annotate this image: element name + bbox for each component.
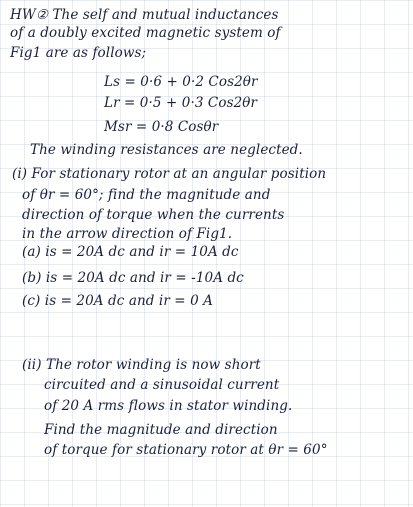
problem-text-line: The winding resistances are neglected. — [30, 142, 303, 158]
part-i-line: of θr = 60°; find the magnitude and — [22, 187, 271, 203]
problem-heading: HW② The self and mutual inductances — [10, 7, 279, 23]
part-i-line: (i) For stationary rotor at an angular position — [12, 166, 327, 182]
problem-text-line: Fig1 are as follows; — [10, 45, 147, 61]
case-c-line: (c) is = 20A dc and ir = 0 A — [22, 293, 214, 309]
case-b-line: (b) is = 20A dc and ir = -10A dc — [22, 270, 244, 286]
equation-lr: Lr = 0·5 + 0·3 Cos2θr — [104, 95, 258, 111]
part-ii-line: (ii) The rotor winding is now short — [22, 357, 261, 373]
equation-msr: Msr = 0·8 Cosθr — [104, 119, 219, 135]
problem-text-line: of a doubly excited magnetic system of — [10, 25, 281, 41]
part-ii-line: of 20 A rms flows in stator winding. — [44, 398, 293, 414]
part-i-line: in the arrow direction of Fig1. — [22, 226, 233, 242]
case-a-line: (a) is = 20A dc and ir = 10A dc — [22, 244, 239, 260]
part-ii-line: circuited and a sinusoidal current — [44, 377, 280, 393]
equation-ls: Ls = 0·6 + 0·2 Cos2θr — [104, 74, 258, 90]
part-i-line: direction of torque when the currents — [22, 207, 285, 223]
part-ii-line: Find the magnitude and direction — [44, 422, 278, 438]
part-ii-line: of torque for stationary rotor at θr = 60° — [44, 442, 328, 458]
